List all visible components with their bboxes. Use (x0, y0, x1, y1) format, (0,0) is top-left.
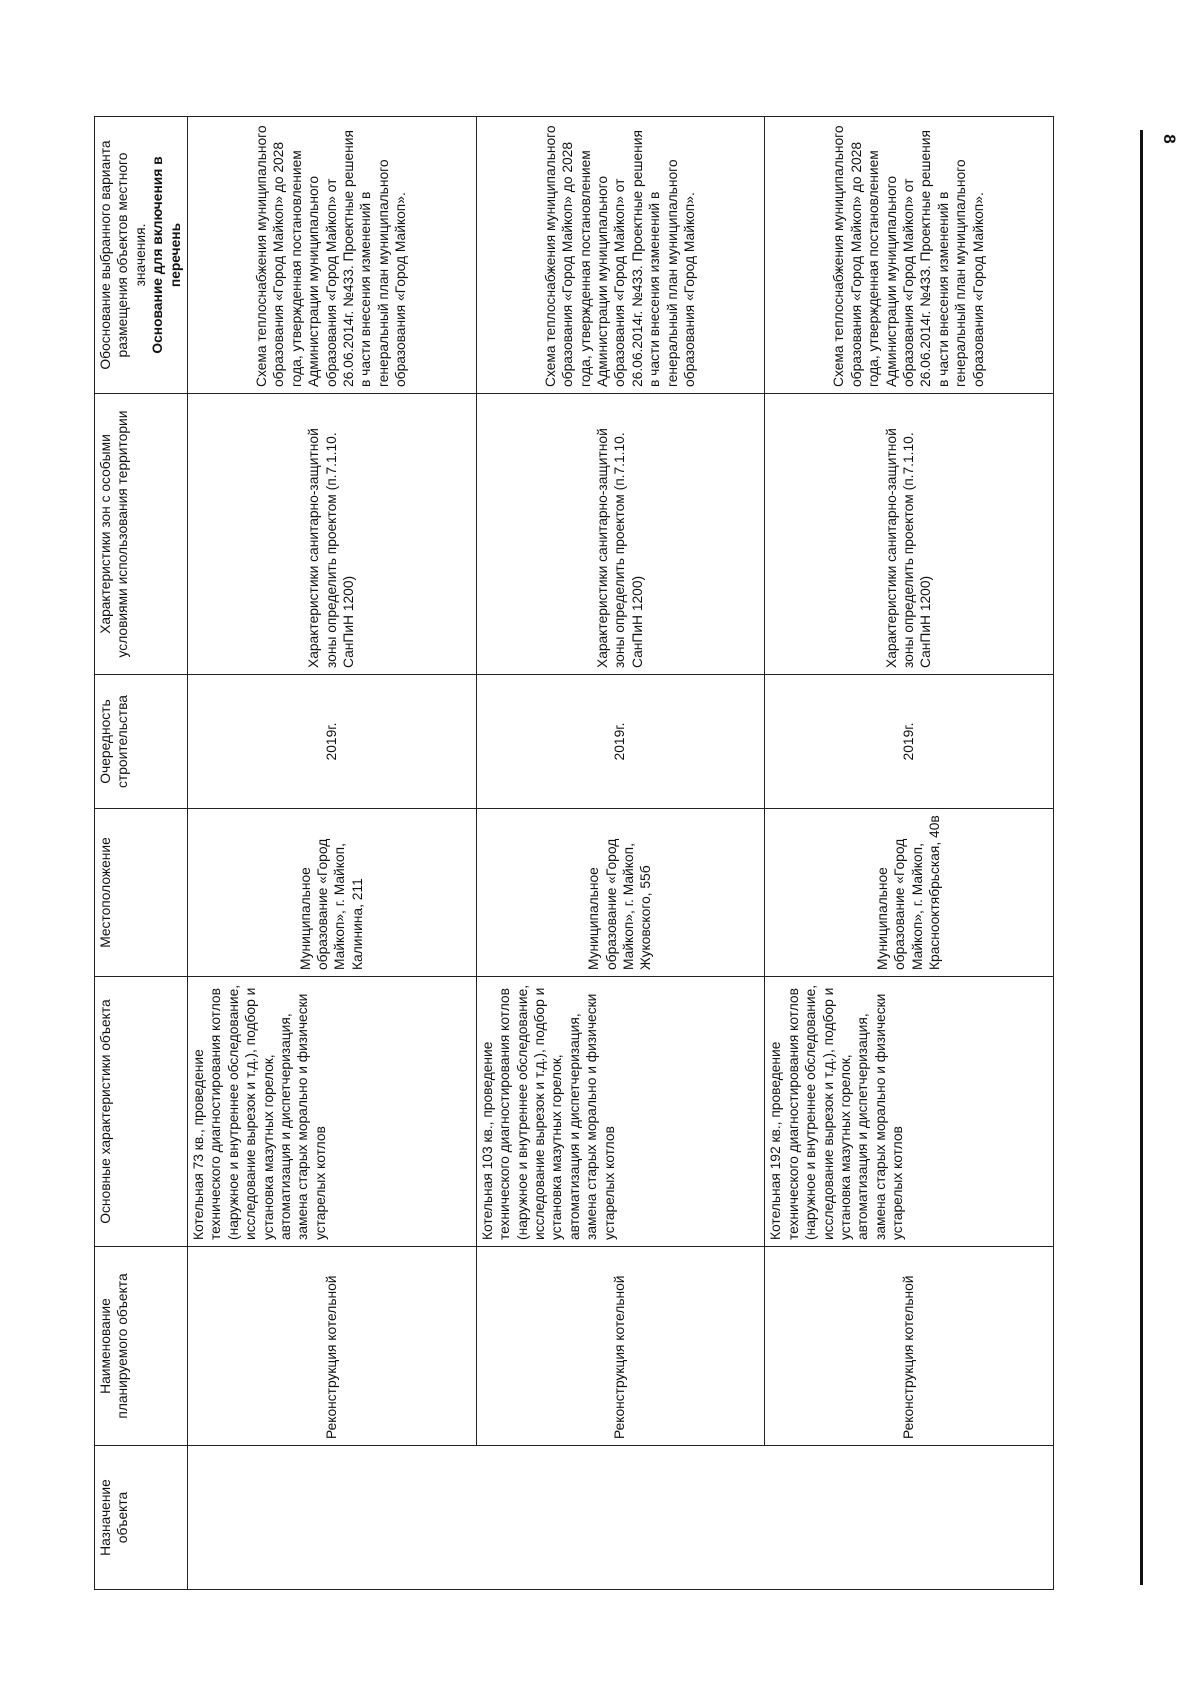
object-name-cell: Реконструкция котельной (188, 1247, 477, 1446)
object-name-cell: Реконструкция котельной (476, 1247, 765, 1446)
characteristics-cell: Котельная 73 кв., проведение технического диагностирования котлов (наружное и внутреннее обследование, исследование вырезок и т.д.), подбор и установка мазутных горелок, автоматизация и диспетчеризация, замена старых морально и физически устарелых котлов (188, 977, 477, 1247)
stage-cell: 2019г. (765, 675, 1054, 809)
characteristics-cell: Котельная 192 кв., проведение технического диагностирования котлов (наружное и внутреннее обследование, исследование вырезок и т.д.), подбор и установка мазутных горелок, автоматизация и диспетчеризация, замена старых морально и физически устарелых котлов (765, 977, 1054, 1247)
header-justification-line1: Обоснование выбранного варианта размещения объектов местного значения. (98, 140, 148, 370)
zones-cell: Характеристики санитарно-защитной зоны определить проектом (п.7.1.10. СанПиН 1200) (476, 394, 765, 675)
table-row (765, 117, 1054, 1590)
location-cell: Муниципальное образование «Город Майкоп», г. Майкоп, Жуковского, 55б (476, 809, 765, 977)
justification-cell: Схема теплоснабжения муниципального образования «Город Майкоп» до 2028 года, утвержденная постановлением Администрации муниципального образования «Город Майкоп» от 26.06.2014г. №433. Проектные решения в части внесения изменений в генеральный план муниципального образования «Город Майкоп». (188, 117, 477, 394)
table-row (476, 117, 765, 1590)
header-justification-line2: Основание для включения в перечень (150, 156, 183, 354)
header-characteristics: Основные характеристики объекта (95, 977, 188, 1247)
header-name: Наименование планируемого объекта (95, 1247, 188, 1446)
table-row (188, 117, 477, 1590)
page-number: 8 (1160, 134, 1179, 144)
justification-cell: Схема теплоснабжения муниципального образования «Город Майкоп» до 2028 года, утвержденная постановлением Администрации муниципального образования «Город Майкоп» от 26.06.2014г. №433. Проектные решения в части внесения изменений в генеральный план муниципального образования «Город Майкоп». (476, 117, 765, 394)
header-zones: Характеристики зон с особыми условиями использования территории (95, 394, 188, 675)
location-cell: Муниципальное образование «Город Майкоп», г. Майкоп, Краснооктябрьская, 40в (765, 809, 1054, 977)
characteristics-cell: Котельная 103 кв., проведение технического диагностирования котлов (наружное и внутреннее обследование, исследование вырезок и т.д.), подбор и установка мазутных горелок, автоматизация и диспетчеризация, замена старых морально и физически устарелых котлов (476, 977, 765, 1247)
purpose-cell (188, 1446, 1054, 1590)
stage-cell: 2019г. (476, 675, 765, 809)
objects-table (94, 116, 1054, 1590)
stage-cell: 2019г. (188, 675, 477, 809)
header-stage: Очередность строительства (95, 675, 188, 809)
justification-cell: Схема теплоснабжения муниципального образования «Город Майкоп» до 2028 года, утвержденная постановлением Администрации муниципального образования «Город Майкоп» от 26.06.2014г. №433. Проектные решения в части внесения изменений в генеральный план муниципального образования «Город Майкоп». (765, 117, 1054, 394)
location-cell: Муниципальное образование «Город Майкоп», г. Майкоп, Калинина, 211 (188, 809, 477, 977)
table-header-row (95, 117, 188, 1590)
object-name-cell: Реконструкция котельной (765, 1247, 1054, 1446)
rotated-page-content (94, 117, 1054, 1590)
zones-cell: Характеристики санитарно-защитной зоны определить проектом (п.7.1.10. СанПиН 1200) (188, 394, 477, 675)
zones-cell: Характеристики санитарно-защитной зоны определить проектом (п.7.1.10. СанПиН 1200) (765, 394, 1054, 675)
header-purpose: Назначение объекта (95, 1446, 188, 1590)
header-justification (95, 117, 188, 394)
footer-rule (1140, 130, 1143, 1585)
header-location: Местоположение (95, 809, 188, 977)
